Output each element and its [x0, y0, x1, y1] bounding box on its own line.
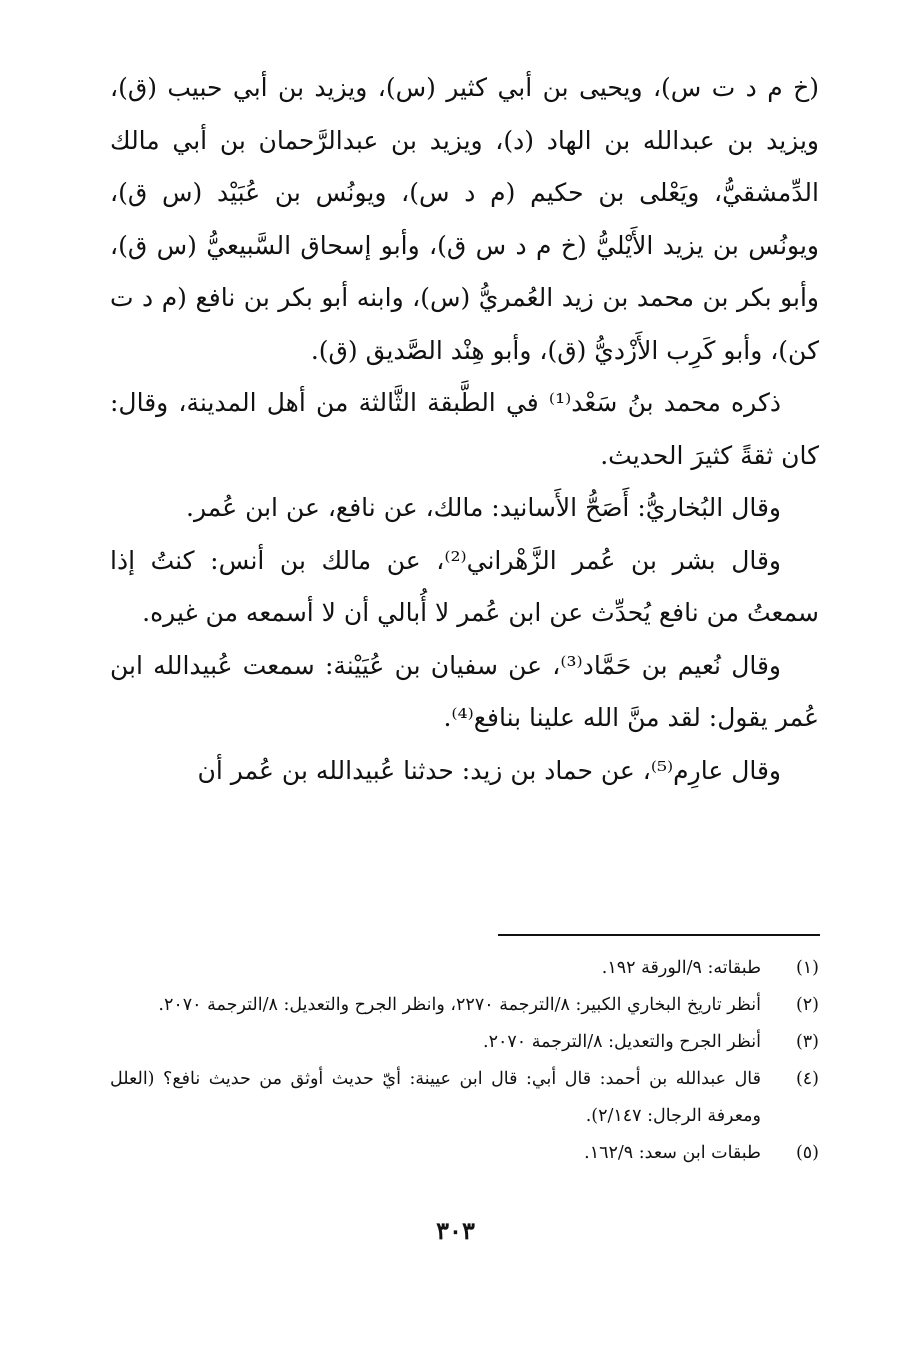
main-paragraph: وقال بشر بن عُمر الزَّهْراني⁽²⁾، عن مالك بن أنس: كنتُ إذا سمعتُ من نافع يُحدِّث عن ابن عُمر لا أُبالي أن لا أسمعه من غيره. [110, 545, 819, 627]
footnote-item [110, 1061, 819, 1135]
main-paragraph: وقال نُعيم بن حَمَّاد⁽³⁾، عن سفيان بن عُيَيْنة: سمعت عُبيدالله ابن عُمر يقول: لقد منَّ الله علينا بنافع⁽⁴⁾. [110, 650, 819, 732]
footnote-text: طبقاته: ٩/الورقة ١٩٢. [601, 958, 761, 978]
footnote-text: أنظر الجرح والتعديل: ٨/الترجمة ٢٠٧٠. [483, 1032, 761, 1052]
main-paragraph: (خ م د ت س)، ويحيى بن أبي كثير (س)، ويزيد بن أبي حبيب (ق)، ويزيد بن عبدالله بن الهاد (د)، ويزيد بن عبدالرَّحمان بن أبي مالك الدِّمشقيُّ، ويَعْلى بن حكيم (م د س)، ويونُس بن عُبَيْد (س ق)، ويونُس بن يزيد الأَيْليُّ (خ م د س ق)، وأبو إسحاق السَّبيعيُّ (س ق)، وأبو بكر بن محمد بن زيد العُمريُّ (س)، وابنه أبو بكر بن نافع (م د ت كن)، وأبو كَرِب الأَزْديُّ (ق)، وأبو هِنْد الصَّديق (ق). [110, 73, 819, 365]
footnote-text: طبقات ابن سعد: ١٦٢/٩. [584, 1143, 761, 1163]
footnotes-section [110, 950, 819, 1172]
footnote-number: (٣) [795, 1032, 819, 1052]
footnote-item [110, 1024, 819, 1061]
footnote-item [110, 987, 819, 1024]
footnote-number: (١) [795, 958, 819, 978]
footnote-text: قال عبدالله بن أحمد: قال أبي: قال ابن عيينة: أيّ حديث أوثق من حديث نافع؟ (العلل ومعرفة الرجال: ٢/١٤٧). [110, 1069, 761, 1126]
main-paragraph: وقال عارِم⁽⁵⁾، عن حماد بن زيد: حدثنا عُبيدالله بن عُمر أن [197, 755, 781, 785]
page-number: ٣٠٣ [436, 1216, 475, 1245]
footnote-divider [498, 934, 820, 936]
main-paragraph: ذكره محمد بنُ سَعْد⁽¹⁾ في الطَّبقة الثَّالثة من أهل المدينة، وقال: كان ثقةً كثيرَ الحديث. [110, 388, 819, 470]
footnote-number: (٤) [795, 1069, 819, 1089]
footnote-number: (٢) [795, 995, 819, 1015]
main-text-body [110, 62, 819, 797]
footnote-item [110, 950, 819, 987]
footnote-number: (٥) [795, 1143, 819, 1163]
footnote-text: أنظر تاريخ البخاري الكبير: ٨/الترجمة ٢٢٧٠، وانظر الجرح والتعديل: ٨/الترجمة ٢٠٧٠. [158, 995, 761, 1015]
main-paragraph: وقال البُخاريُّ: أَصَحُّ الأَسانيد: مالك، عن نافع، عن ابن عُمر. [186, 493, 781, 522]
footnote-item [110, 1135, 819, 1172]
